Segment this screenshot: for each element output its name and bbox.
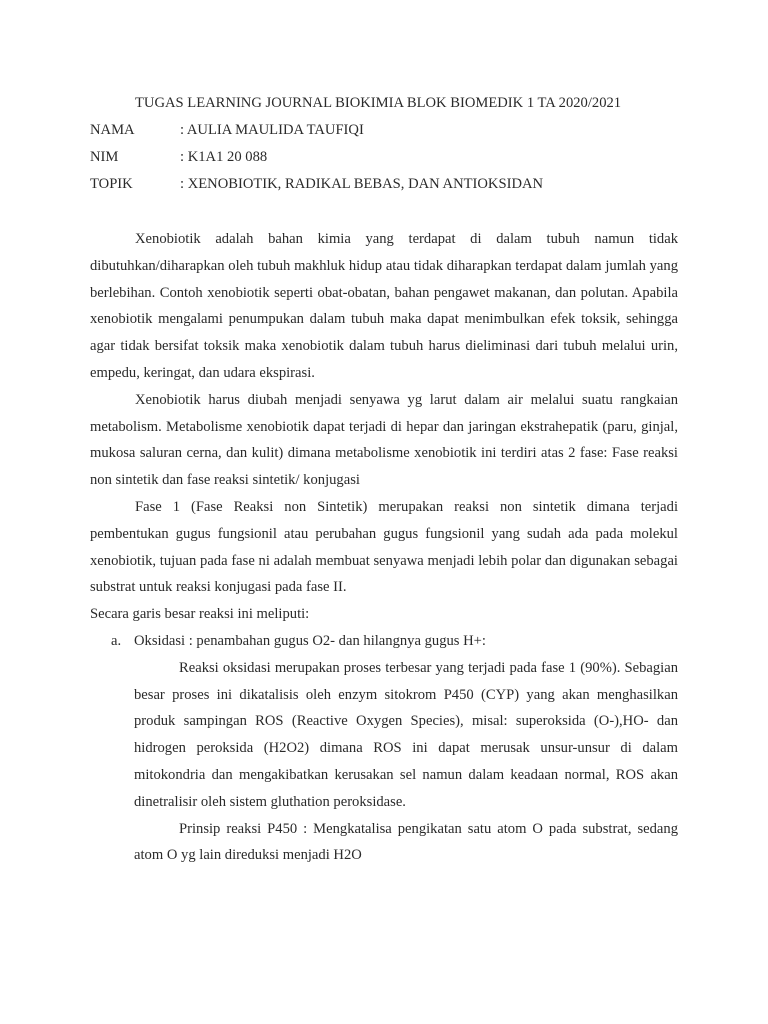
- meta-value-nim: : K1A1 20 088: [180, 149, 268, 165]
- list-item-heading: Oksidasi : penambahan gugus O2- dan hilangnya gugus H+:: [134, 633, 486, 649]
- paragraph-summary-intro: Secara garis besar reaksi ini meliputi:: [90, 606, 310, 623]
- list-item: [90, 628, 678, 655]
- meta-label-nama: NAMA: [90, 122, 135, 138]
- document-body: [90, 226, 678, 628]
- meta-value-topik: : XENOBIOTIK, RADIKAL BEBAS, DAN ANTIOKSIDAN: [180, 176, 544, 192]
- reaction-list: [90, 628, 678, 869]
- list-item-body: [134, 655, 678, 869]
- paragraph-p450-principle: Prinsip reaksi P450 : Mengkatalisa pengikatan satu atom O pada substrat, sedang atom O yg lain direduksi menjadi H2O: [134, 820, 678, 864]
- paragraph-metabolism: Xenobiotik harus diubah menjadi senyawa yg larut dalam air melalui suatu rangkaian metabolism. Metabolisme xenobiotik dapat terjadi di hepar dan jaringan ekstrahepatik (paru, ginjal, mukosa saluran cerna, dan kulit) dimana metabolisme xenobiotik ini terdiri atas 2 fase: Fase reaksi non sintetik dan fase reaksi sintetik/ konjugasi: [90, 391, 678, 489]
- paragraph-definition: Xenobiotik adalah bahan kimia yang terdapat di dalam tubuh namun tidak dibutuhkan/diharapkan oleh tubuh makhluk hidup atau tidak diharapkan terdapat dalam jumlah yang berlebihan. Contoh xenobiotik seperti obat-obatan, bahan pengawet makanan, dan polutan. Apabila xenobiotik mengalami penumpukan dalam tubuh maka dapat menimbulkan efek toksik, sehingga agar tidak bersifat toksik maka xenobiotik dalam tubuh harus dieliminasi dari tubuh melalui urin, empedu, keringat, dan udara ekspirasi.: [90, 231, 678, 381]
- list-marker: a.: [111, 633, 122, 649]
- paragraph-oxidation: Reaksi oksidasi merupakan proses terbesar yang terjadi pada fase 1 (90%). Sebagian besar proses ini dikatalisis oleh enzym sitokrom P450 (CYP) yang akan menghasilkan produk sampingan ROS (Reactive Oxygen Species), misal: superoksida (O-),HO- dan hidrogen peroksida (H2O2) dimana ROS ini dapat merusak unsur-unsur di dalam mitokondria dan mengakibatkan kerusakan sel namun dalam keadaan normal, ROS akan dinetralisir oleh sistem gluthation peroksidase.: [134, 659, 678, 810]
- document-title: TUGAS LEARNING JOURNAL BIOKIMIA BLOK BIOMEDIK 1 TA 2020/2021: [135, 95, 622, 111]
- meta-label-nim: NIM: [90, 149, 119, 165]
- meta-value-nama: : AULIA MAULIDA TAUFIQI: [180, 122, 364, 138]
- meta-label-topik: TOPIK: [90, 176, 133, 192]
- paragraph-phase-1: Fase 1 (Fase Reaksi non Sintetik) merupakan reaksi non sintetik dimana terjadi pembentukan gugus fungsionil atau perubahan gugus fungsionil yang sudah ada pada molekul xenobiotik, tujuan pada fase ni adalah membuat senyawa menjadi lebih polar dan digunakan sebagai substrat untuk reaksi konjugasi pada fase II.: [90, 498, 678, 596]
